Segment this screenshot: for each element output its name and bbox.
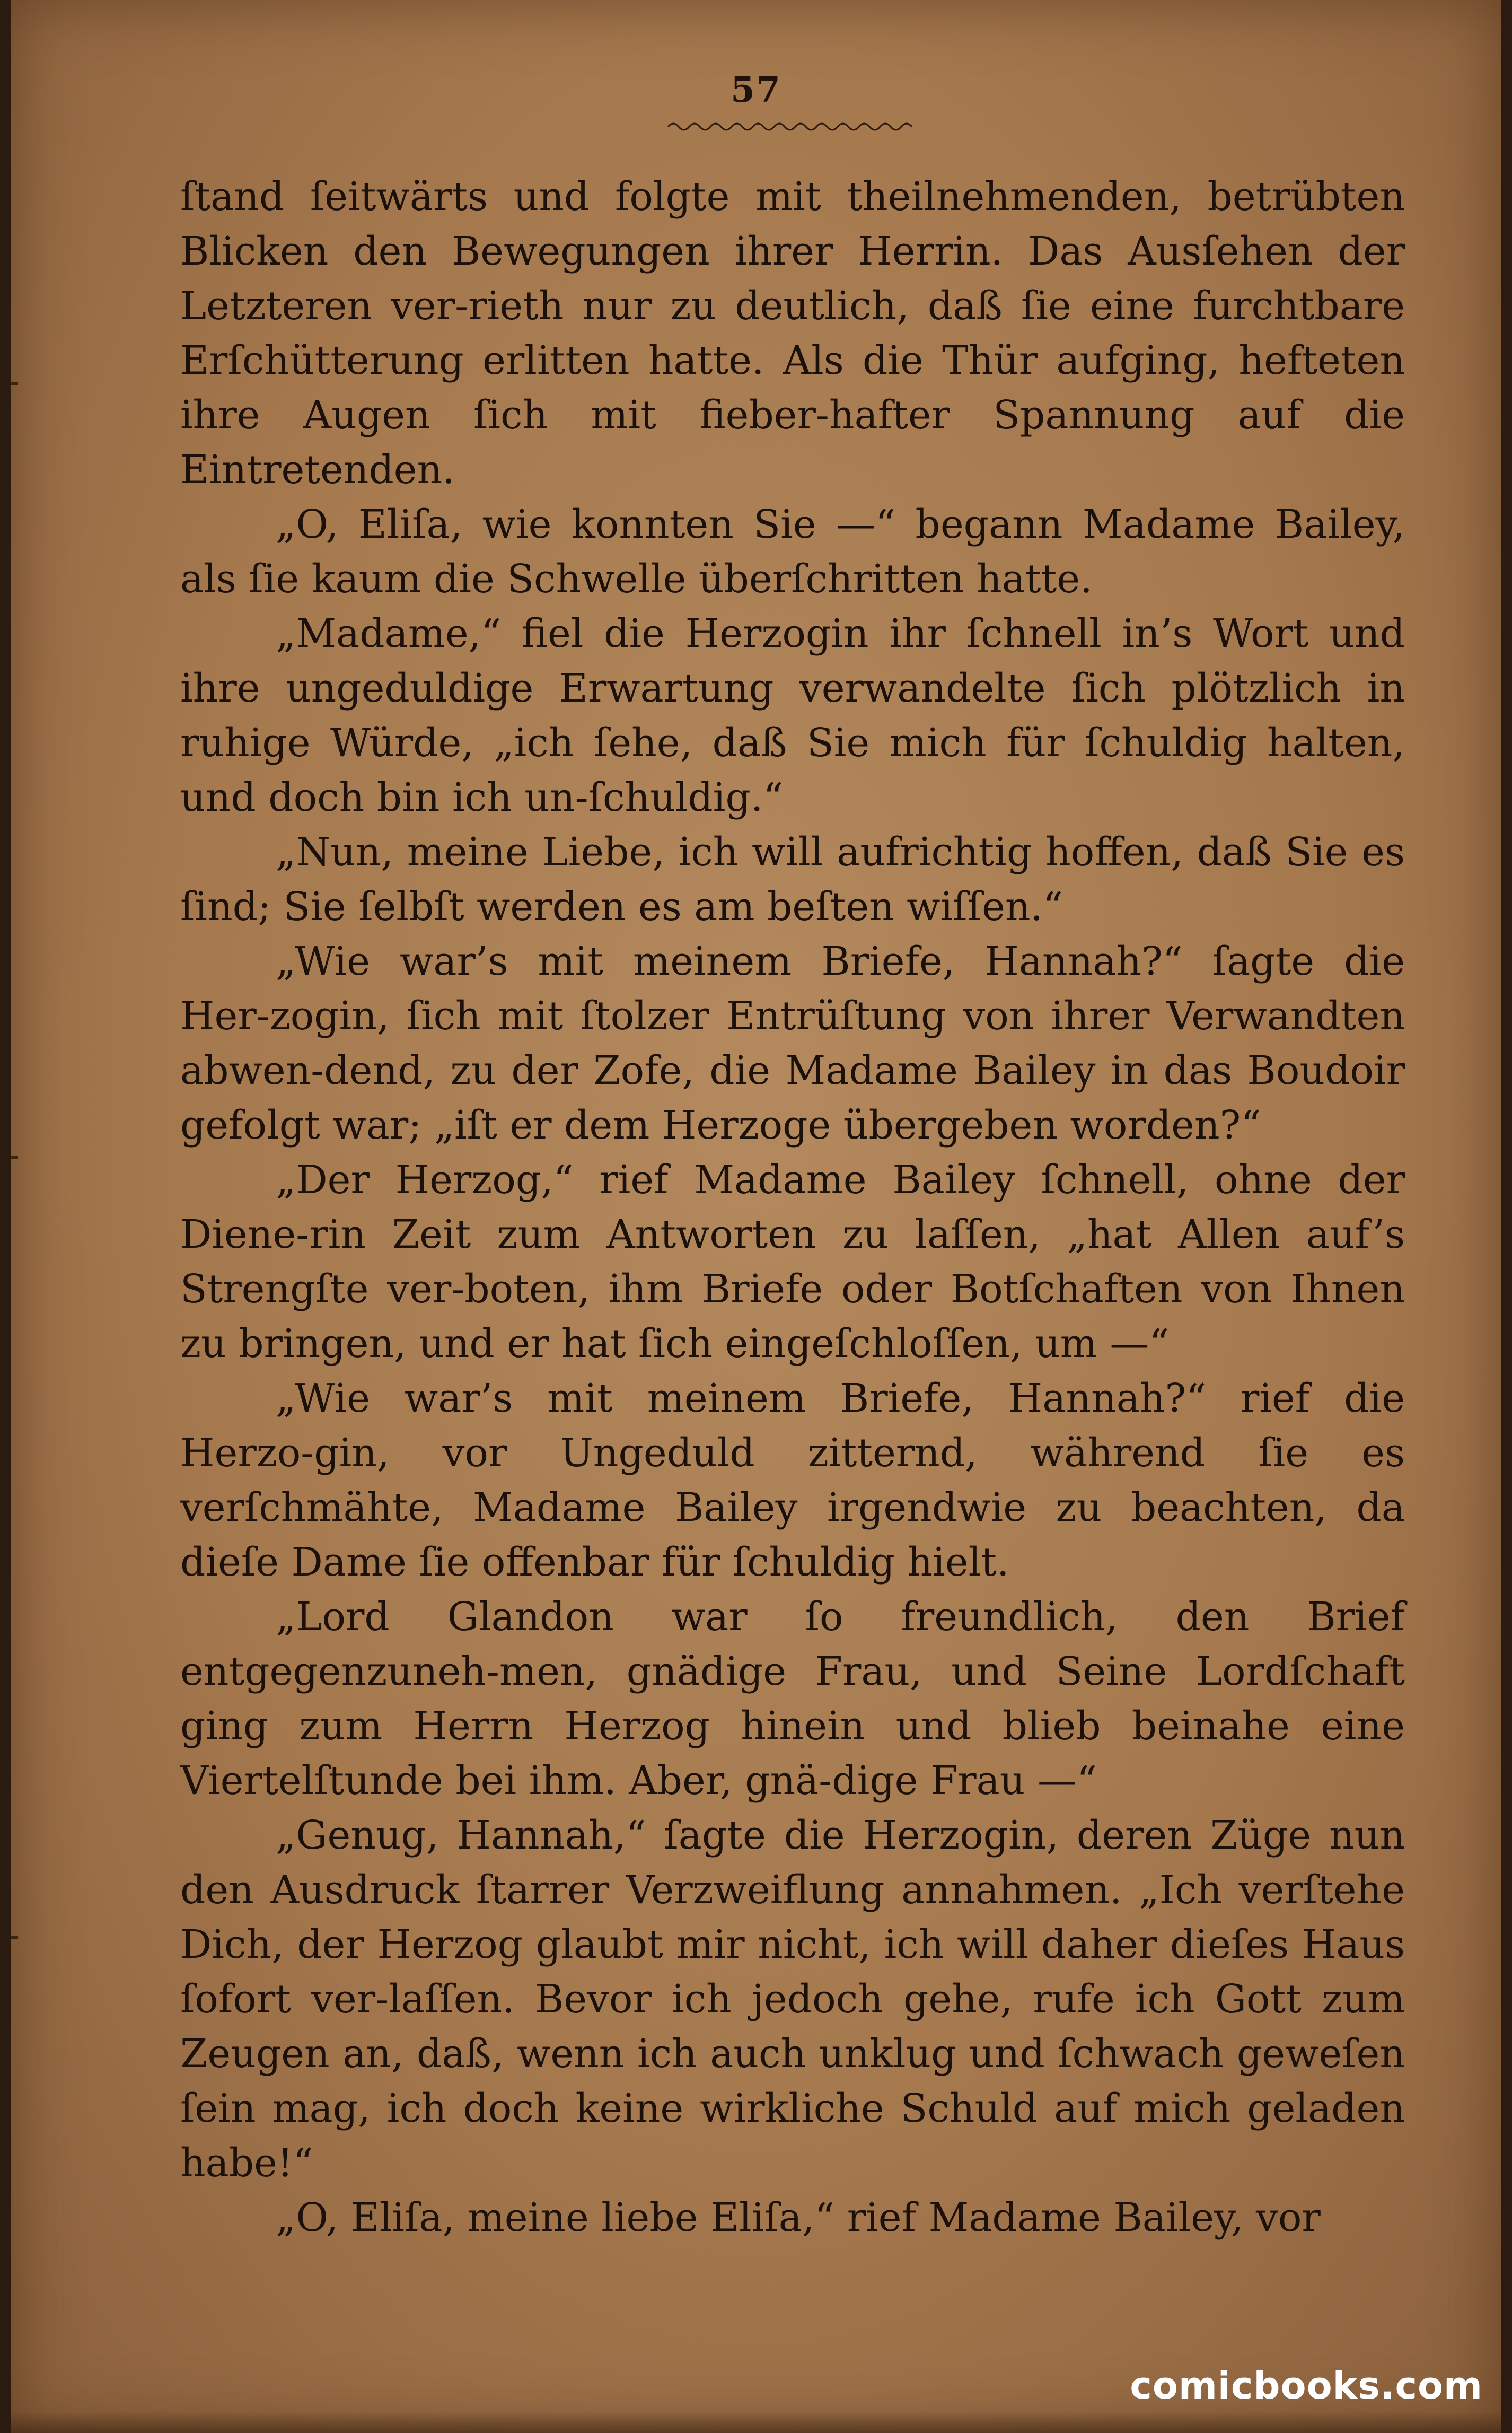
body-text [180,170,1405,2241]
paragraph: ſtand ſeitwärts und folgte mit theilnehmenden, betrübten Blicken den Bewegungen ihrer Herrin. Das Ausſehen der Letzteren ver‑rieth nur zu deutlich, daß ſie eine furchtbare Erſchütterung erlitten hatte. Als die Thür aufging, hefteten ihre Augen ſich mit fieber‑hafter Spannung auf die Eintretenden. [180,174,1405,493]
ornament-divider [668,119,912,134]
paragraph: „Madame,“ fiel die Herzogin ihr ſchnell in’s Wort und ihre ungeduldige Erwartung verwandelte ſich plötzlich in ruhige Würde, „ich ſehe, daß Sie mich für ſchuldig halten, und doch bin ich un‑ſchuldig.“ [180,611,1405,820]
paragraph: „O, Eliſa, wie konnten Sie —“ begann Madame Bailey, als ſie kaum die Schwelle überſchritten hatte. [180,502,1405,602]
edge-mark [11,382,18,385]
paragraph: „Nun, meine Liebe, ich will aufrichtig hoffen, daß Sie es ſind; Sie ſelbſt werden es am beſten wiſſen.“ [180,829,1405,930]
paragraph: „Der Herzog,“ rief Madame Bailey ſchnell, ohne der Diene‑rin Zeit zum Antworten zu laſſen, „hat Allen auf’s Strengſte ver‑boten, ihm Briefe oder Botſchaften von Ihnen zu bringen, und er hat ſich eingeſchloſſen, um —“ [180,1157,1405,1367]
edge-mark [11,1156,18,1159]
paragraph: „Wie war’s mit meinem Briefe, Hannah?“ rief die Herzo‑gin, vor Ungeduld zitternd, während ſie es verſchmähte, Madame Bailey irgendwie zu beachten, da dieſe Dame ſie offenbar für ſchuldig hielt. [180,1376,1405,1585]
page-edge-shadow [11,2412,1501,2433]
page-number: 57 [731,69,781,110]
watermark-logo: comicbooks.com [1130,2364,1483,2408]
paragraph: „Lord Glandon war ſo freundlich, den Brief entgegenzuneh‑men, gnädige Frau, und Seine Lordſchaft ging zum Herrn Herzog hinein und blieb beinahe eine Viertelſtunde bei ihm. Aber, gnä‑dige Frau —“ [180,1594,1405,1804]
book-page [11,0,1501,2433]
paragraph: „O, Eliſa, meine liebe Eliſa,“ rief Madame Bailey, vor [276,2195,1321,2241]
paragraph: „Genug, Hannah,“ ſagte die Herzogin, deren Züge nun den Ausdruck ſtarrer Verzweiflung annahmen. „Ich verſtehe Dich, der Herzog glaubt mir nicht, ich will daher dieſes Haus ſofort ver‑laſſen. Bevor ich jedoch gehe, rufe ich Gott zum Zeugen an, daß, wenn ich auch unklug und ſchwach geweſen ſein mag, ich doch keine wirkliche Schuld auf mich geladen habe!“ [180,1813,1405,2186]
paragraph: „Wie war’s mit meinem Briefe, Hannah?“ ſagte die Her‑zogin, ſich mit ſtolzer Entrüſtung von ihrer Verwandten abwen‑dend, zu der Zofe, die Madame Bailey in das Boudoir gefolgt war; „iſt er dem Herzoge übergeben worden?“ [180,939,1405,1148]
edge-mark [11,1936,18,1939]
